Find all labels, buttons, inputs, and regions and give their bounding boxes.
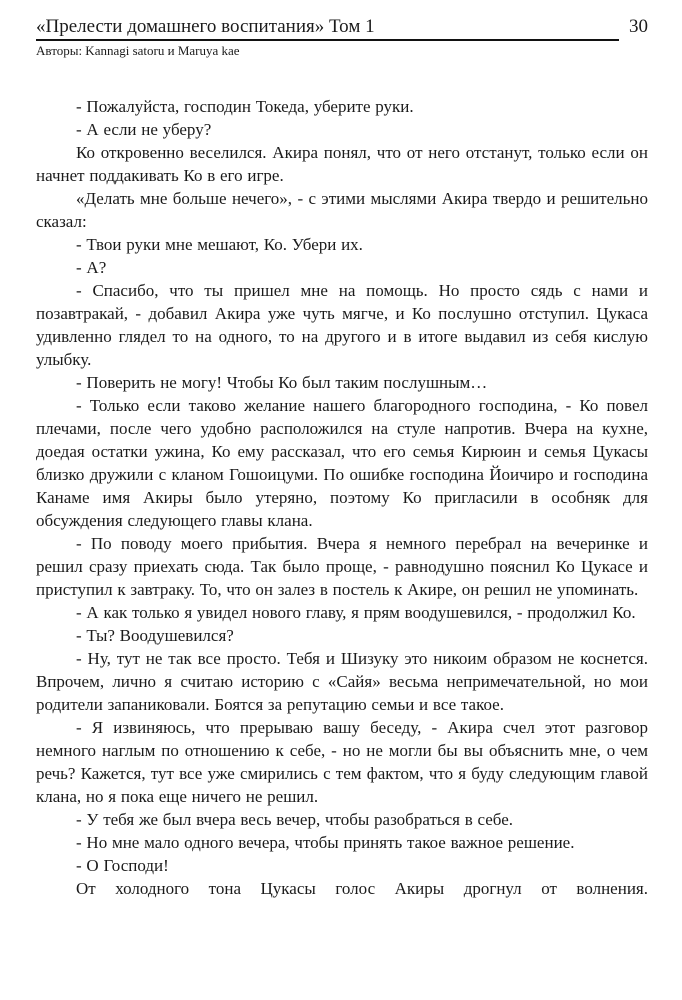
paragraph: - Твои руки мне мешают, Ко. Убери их. — [76, 235, 363, 254]
paragraph: - Ты? Воодушевился? — [76, 626, 234, 645]
paragraph: От холодного тона Цукасы голос Акиры дрогнул от волнения. — [76, 879, 648, 898]
paragraph: - Только если таково желание нашего благородного господина, - Ко повел плечами, после чего удобно расположился на стуле напротив. Вчера на кухне, доедая остатки ужина, Ко ему рассказал, что его семья Кирюин и семья Цукасы близко дружили с кланом Гошоицуми. По ошибке господина Йоичиро и господина Канаме имя Акиры было утеряно, поэтому Ко пригласили в особняк для обсуждения следующего главы клана. — [36, 396, 648, 530]
paragraph: - По поводу моего прибытия. Вчера я немного перебрал на вечеринке и решил сразу приехать сюда. Так было проще, - равнодушно пояснил Ко Цукасе и приступил к завтраку. То, что он залез в постель к Акире, он решил не упоминать. — [36, 534, 648, 599]
paragraph: - А как только я увидел нового главу, я прям воодушевился, - продолжил Ко. — [76, 603, 636, 622]
paragraph: - У тебя же был вчера весь вечер, чтобы разобраться в себе. — [76, 810, 514, 829]
paragraph: - Я извиняюсь, что прерываю вашу беседу, - Акира счел этот разговор немного наглым по отношению к себе, - но не могли бы вы объяснить мне, о чем речь? Кажется, тут все уже смирились с тем фактом, что я буду следующим главой клана, но я пока еще ничего не решил. — [36, 718, 648, 806]
paragraph: - Ну, тут не так все просто. Тебя и Шизуку это никоим образом не коснется. Впрочем, лично я считаю историю с «Сайя» весьма непримечательной, но мои родители запаниковали. Боятся за репутацию семьи и все такое. — [36, 649, 648, 714]
paragraph: «Делать мне больше нечего», - с этими мыслями Акира твердо и решительно сказал: — [36, 189, 648, 231]
paragraph: - Пожалуйста, господин Токеда, уберите руки. — [76, 97, 414, 116]
paragraph: - Спасибо, что ты пришел мне на помощь. Но просто сядь с нами и позавтракай, - добавил Акира уже чуть мягче, и Ко послушно отступил. Цукаса удивленно глядел то на одного, то на другого и в итоге выдавил из себя кислую улыбку. — [36, 281, 648, 369]
paragraph: - А? — [76, 258, 107, 277]
paragraph: Ко откровенно веселился. Акира понял, что от него отстанут, только если он начнет поддакивать Ко в его игре. — [36, 143, 648, 185]
header-title-row — [36, 16, 648, 41]
paragraph: - О Господи! — [76, 856, 169, 875]
paragraph: - Поверить не могу! Чтобы Ко был таким послушным… — [76, 373, 488, 392]
page-title: «Прелести домашнего воспитания» Том 1 — [36, 16, 619, 41]
page-header — [36, 16, 648, 58]
page-authors: Авторы: Kannagi satoru и Maruya kae — [36, 43, 240, 58]
paragraph: - Но мне мало одного вечера, чтобы принять такое важное решение. — [76, 833, 575, 852]
page-body — [36, 95, 648, 900]
page-number: 30 — [629, 16, 648, 37]
paragraph: - А если не уберу? — [76, 120, 212, 139]
